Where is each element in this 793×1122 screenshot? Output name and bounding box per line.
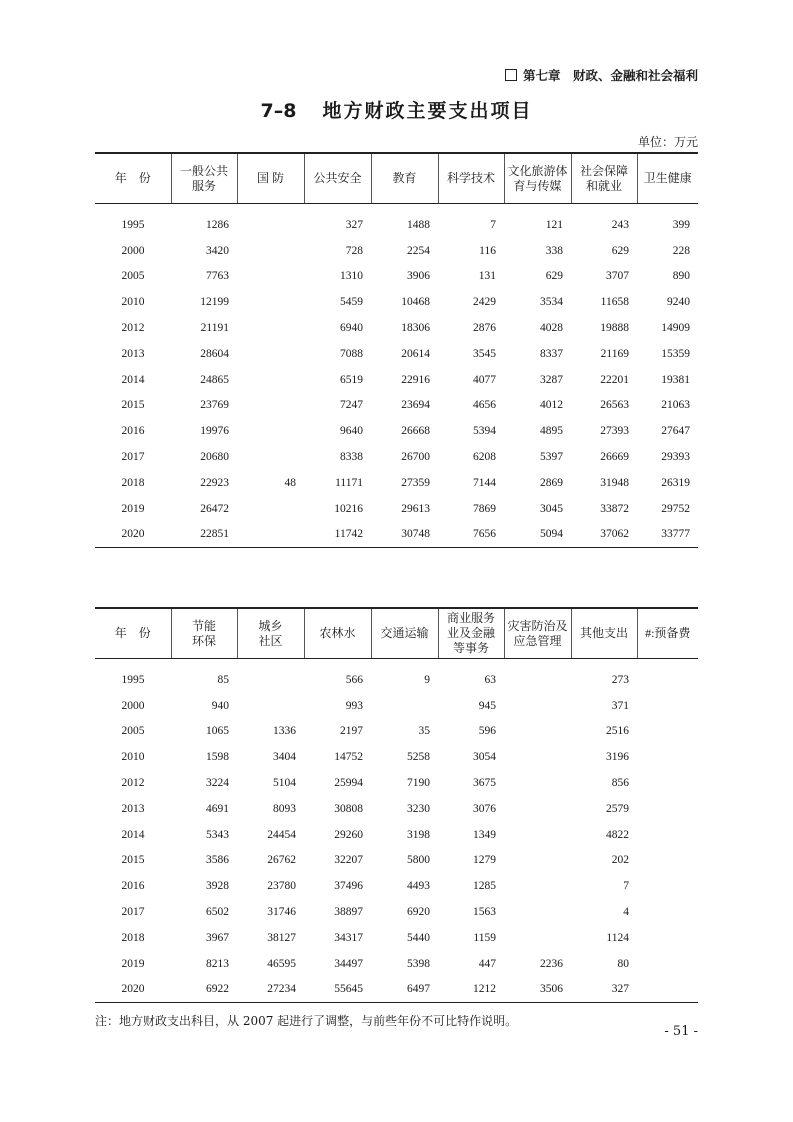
column-header: 科学技术 <box>438 153 504 204</box>
expenditure-table-2 <box>95 607 698 1003</box>
value-cell: 1285 <box>473 880 496 893</box>
value-cell <box>504 848 571 874</box>
column-header: 教育 <box>371 153 438 204</box>
value-cell: 55645 <box>304 977 371 1003</box>
value-cell: 327 <box>571 977 637 1003</box>
value-cell: 2869 <box>540 476 563 489</box>
value-cell: 1310 <box>340 270 363 283</box>
value-cell <box>237 418 304 444</box>
value-cell: 3230 <box>407 802 430 815</box>
column-header: 商业服务 业及金融 等事务 <box>438 608 504 659</box>
value-cell: 27393 <box>600 425 629 438</box>
column-header: 国 防 <box>237 153 304 204</box>
table-row <box>95 977 698 1003</box>
value-cell: 8093 <box>273 802 296 815</box>
value-cell: 2236 <box>540 957 563 970</box>
value-cell: 10468 <box>401 296 430 309</box>
value-cell: 4691 <box>206 802 229 815</box>
value-cell: 34317 <box>334 931 363 944</box>
value-cell <box>237 659 304 693</box>
year-cell: 2015 <box>121 399 145 412</box>
table-title: 地方财政主要支出项目 <box>322 100 533 122</box>
value-cell <box>637 796 698 822</box>
year-cell: 2019 <box>121 502 145 515</box>
page-number: - 51 - <box>664 1024 698 1039</box>
table-row <box>95 264 698 290</box>
value-cell: 6519 <box>340 373 363 386</box>
value-cell: 19888 <box>600 322 629 335</box>
value-cell: 3054 <box>473 751 496 764</box>
value-cell <box>237 693 304 719</box>
value-cell <box>637 951 698 977</box>
column-header: 灾害防治及 应急管理 <box>504 608 571 659</box>
value-cell: 24454 <box>267 828 296 841</box>
table-row <box>95 848 698 874</box>
value-cell: 7656 <box>438 522 504 548</box>
table-row <box>95 444 698 470</box>
value-cell: 1124 <box>606 931 629 944</box>
table-row <box>95 951 698 977</box>
value-cell <box>237 522 304 548</box>
value-cell: 327 <box>345 218 363 231</box>
footnote: 注：地方财政支出科目，从 2007 起进行了调整，与前些年份不可比特作说明。 <box>95 1014 518 1028</box>
value-cell: 29752 <box>661 502 690 515</box>
value-cell: 945 <box>478 699 496 712</box>
value-cell: 7088 <box>340 347 363 360</box>
value-cell: 11742 <box>304 522 371 548</box>
value-cell: 5104 <box>273 777 296 790</box>
value-cell: 3076 <box>473 802 496 815</box>
year-cell: 2014 <box>121 828 145 841</box>
value-cell: 14752 <box>334 751 363 764</box>
value-cell: 23780 <box>267 880 296 893</box>
table-row <box>95 796 698 822</box>
value-cell: 4077 <box>473 373 496 386</box>
value-cell <box>637 873 698 899</box>
value-cell: 11658 <box>600 296 629 309</box>
value-cell: 3224 <box>206 777 229 790</box>
value-cell: 29613 <box>401 502 430 515</box>
value-cell: 1279 <box>473 854 496 867</box>
value-cell: 31948 <box>600 476 629 489</box>
value-cell: 33777 <box>637 522 698 548</box>
value-cell: 85 <box>217 673 229 686</box>
value-cell: 31746 <box>267 906 296 919</box>
value-cell: 9 <box>424 673 430 686</box>
value-cell: 4028 <box>540 322 563 335</box>
value-cell <box>637 693 698 719</box>
value-cell <box>371 693 438 719</box>
value-cell: 5397 <box>540 451 563 464</box>
value-cell: 5398 <box>407 957 430 970</box>
value-cell: 399 <box>672 218 690 231</box>
value-cell: 131 <box>478 270 496 283</box>
year-cell: 2020 <box>95 522 171 548</box>
table-row <box>95 899 698 925</box>
value-cell: 3404 <box>273 751 296 764</box>
expenditure-table-1 <box>95 152 698 548</box>
value-cell: 1349 <box>473 828 496 841</box>
year-cell: 1995 <box>121 218 145 231</box>
value-cell: 2579 <box>606 802 629 815</box>
table-row <box>95 770 698 796</box>
value-cell <box>504 822 571 848</box>
value-cell <box>237 393 304 419</box>
table-row <box>95 925 698 951</box>
value-cell: 4493 <box>407 880 430 893</box>
year-cell: 2005 <box>121 725 145 738</box>
value-cell: 6922 <box>171 977 237 1003</box>
value-cell: 11171 <box>335 476 363 489</box>
value-cell: 19976 <box>200 425 229 438</box>
value-cell <box>504 873 571 899</box>
year-cell: 2013 <box>121 347 145 360</box>
value-cell: 1286 <box>206 218 229 231</box>
chapter-header <box>505 66 698 84</box>
value-cell: 7190 <box>407 777 430 790</box>
value-cell <box>504 925 571 951</box>
value-cell: 5800 <box>407 854 430 867</box>
column-header: 社会保障 和就业 <box>571 153 637 204</box>
value-cell: 121 <box>545 218 563 231</box>
value-cell: 15359 <box>661 347 690 360</box>
value-cell: 5440 <box>407 931 430 944</box>
value-cell <box>237 341 304 367</box>
value-cell <box>637 770 698 796</box>
value-cell: 7869 <box>473 502 496 515</box>
value-cell: 8213 <box>206 957 229 970</box>
value-cell: 48 <box>284 476 296 489</box>
value-cell: 19381 <box>661 373 690 386</box>
column-header: 农林水 <box>304 608 371 659</box>
value-cell: 596 <box>478 725 496 738</box>
value-cell: 22851 <box>171 522 237 548</box>
table-row <box>95 693 698 719</box>
value-cell: 273 <box>611 673 629 686</box>
value-cell: 21063 <box>661 399 690 412</box>
value-cell: 202 <box>611 854 629 867</box>
value-cell: 7 <box>623 880 629 893</box>
value-cell: 3420 <box>206 244 229 257</box>
value-cell: 22916 <box>401 373 430 386</box>
value-cell: 3675 <box>473 777 496 790</box>
year-cell: 2017 <box>121 451 145 464</box>
value-cell: 3545 <box>473 347 496 360</box>
year-cell: 2017 <box>121 906 145 919</box>
value-cell: 46595 <box>267 957 296 970</box>
value-cell: 629 <box>545 270 563 283</box>
value-cell: 10216 <box>334 502 363 515</box>
value-cell: 3534 <box>540 296 563 309</box>
value-cell: 34497 <box>334 957 363 970</box>
value-cell: 63 <box>484 673 496 686</box>
value-cell: 7247 <box>340 399 363 412</box>
column-header: 公共安全 <box>304 153 371 204</box>
table-row <box>95 496 698 522</box>
value-cell: 1336 <box>273 725 296 738</box>
year-cell: 1995 <box>121 673 145 686</box>
table-row <box>95 822 698 848</box>
table-row <box>95 659 698 693</box>
value-cell: 26669 <box>600 451 629 464</box>
column-header: 一般公共 服务 <box>171 153 237 204</box>
value-cell: 5343 <box>206 828 229 841</box>
value-cell: 28604 <box>200 347 229 360</box>
year-cell: 2020 <box>95 977 171 1003</box>
value-cell: 629 <box>611 244 629 257</box>
value-cell: 1598 <box>206 751 229 764</box>
value-cell: 26563 <box>600 399 629 412</box>
value-cell: 26472 <box>200 502 229 515</box>
value-cell: 4822 <box>606 828 629 841</box>
value-cell <box>637 719 698 745</box>
page-title <box>0 96 793 123</box>
value-cell: 3196 <box>606 751 629 764</box>
value-cell <box>637 744 698 770</box>
value-cell <box>504 796 571 822</box>
value-cell: 371 <box>611 699 629 712</box>
value-cell: 22923 <box>200 476 229 489</box>
value-cell <box>237 496 304 522</box>
value-cell: 26319 <box>661 476 690 489</box>
value-cell: 243 <box>611 218 629 231</box>
year-cell: 2016 <box>121 880 145 893</box>
year-cell: 2012 <box>121 777 145 790</box>
unit-label: 单位：万元 <box>637 135 698 149</box>
value-cell <box>637 977 698 1003</box>
value-cell <box>504 744 571 770</box>
value-cell: 26668 <box>401 425 430 438</box>
value-cell: 5094 <box>504 522 571 548</box>
column-header-year: 年 份 <box>95 608 171 659</box>
table-row <box>95 393 698 419</box>
value-cell: 116 <box>479 244 496 257</box>
table-row <box>95 315 698 341</box>
value-cell: 940 <box>211 699 229 712</box>
value-cell <box>637 848 698 874</box>
value-cell: 7763 <box>206 270 229 283</box>
value-cell: 5258 <box>407 751 430 764</box>
year-cell: 2018 <box>121 476 145 489</box>
value-cell: 728 <box>345 244 363 257</box>
value-cell: 3928 <box>206 880 229 893</box>
value-cell: 5394 <box>473 425 496 438</box>
value-cell: 1159 <box>473 931 496 944</box>
value-cell: 27647 <box>661 425 690 438</box>
year-cell: 2000 <box>121 244 145 257</box>
value-cell: 37062 <box>571 522 637 548</box>
year-cell: 2010 <box>121 296 145 309</box>
value-cell: 38897 <box>334 906 363 919</box>
value-cell: 856 <box>611 777 629 790</box>
value-cell <box>237 444 304 470</box>
value-cell <box>637 659 698 693</box>
value-cell: 26700 <box>401 451 430 464</box>
value-cell: 27234 <box>237 977 304 1003</box>
table-row <box>95 522 698 548</box>
value-cell: 1488 <box>407 218 430 231</box>
value-cell: 4012 <box>540 399 563 412</box>
value-cell: 21169 <box>600 347 629 360</box>
value-cell <box>504 693 571 719</box>
value-cell: 338 <box>545 244 563 257</box>
value-cell <box>637 925 698 951</box>
value-cell: 32207 <box>334 854 363 867</box>
value-cell: 1212 <box>438 977 504 1003</box>
value-cell: 3198 <box>407 828 430 841</box>
value-cell: 2876 <box>473 322 496 335</box>
value-cell <box>504 899 571 925</box>
table-row <box>95 341 698 367</box>
value-cell: 2429 <box>473 296 496 309</box>
value-cell: 24865 <box>200 373 229 386</box>
year-cell: 2019 <box>121 957 145 970</box>
value-cell: 3045 <box>540 502 563 515</box>
value-cell: 20680 <box>200 451 229 464</box>
value-cell: 12199 <box>200 296 229 309</box>
value-cell: 4656 <box>473 399 496 412</box>
value-cell: 2197 <box>340 725 363 738</box>
value-cell: 37496 <box>334 880 363 893</box>
column-header: 其他支出 <box>571 608 637 659</box>
value-cell: 20614 <box>401 347 430 360</box>
column-header: 城乡 社区 <box>237 608 304 659</box>
year-cell: 2013 <box>121 802 145 815</box>
year-cell: 2014 <box>121 373 145 386</box>
value-cell <box>237 238 304 264</box>
value-cell: 9240 <box>667 296 690 309</box>
value-cell: 8337 <box>540 347 563 360</box>
value-cell: 3287 <box>540 373 563 386</box>
value-cell: 8338 <box>340 451 363 464</box>
value-cell <box>504 659 571 693</box>
value-cell: 26762 <box>267 854 296 867</box>
value-cell: 4 <box>623 906 629 919</box>
year-cell: 2010 <box>121 751 145 764</box>
value-cell: 30808 <box>334 802 363 815</box>
value-cell <box>237 367 304 393</box>
year-cell: 2016 <box>121 425 145 438</box>
year-cell: 2012 <box>121 322 145 335</box>
value-cell: 6502 <box>206 906 229 919</box>
value-cell: 30748 <box>371 522 438 548</box>
value-cell: 23769 <box>200 399 229 412</box>
value-cell: 29393 <box>661 451 690 464</box>
value-cell: 6940 <box>340 322 363 335</box>
year-cell: 2015 <box>121 854 145 867</box>
column-header: 文化旅游体 育与传媒 <box>504 153 571 204</box>
table-row <box>95 418 698 444</box>
value-cell <box>504 770 571 796</box>
table-row <box>95 719 698 745</box>
year-cell: 2000 <box>121 699 145 712</box>
value-cell: 25994 <box>334 777 363 790</box>
value-cell: 22201 <box>600 373 629 386</box>
table-row <box>95 204 698 238</box>
year-cell: 2005 <box>121 270 145 283</box>
value-cell <box>237 315 304 341</box>
value-cell: 4895 <box>540 425 563 438</box>
value-cell: 18306 <box>401 322 430 335</box>
column-header: 节能 环保 <box>171 608 237 659</box>
value-cell: 3506 <box>504 977 571 1003</box>
value-cell: 6497 <box>371 977 438 1003</box>
value-cell: 3906 <box>407 270 430 283</box>
value-cell: 80 <box>617 957 629 970</box>
value-cell <box>637 822 698 848</box>
value-cell: 35 <box>418 725 430 738</box>
table-row <box>95 289 698 315</box>
value-cell: 21191 <box>200 322 229 335</box>
square-icon <box>505 69 517 81</box>
table-row <box>95 470 698 496</box>
value-cell: 2254 <box>407 244 430 257</box>
year-cell: 2018 <box>121 931 145 944</box>
value-cell <box>637 899 698 925</box>
value-cell: 993 <box>345 699 363 712</box>
value-cell: 228 <box>672 244 690 257</box>
value-cell <box>237 289 304 315</box>
chapter-title: 第七章 财政、金融和社会福利 <box>522 68 698 83</box>
value-cell: 23694 <box>401 399 430 412</box>
value-cell: 29260 <box>334 828 363 841</box>
value-cell: 33872 <box>600 502 629 515</box>
value-cell: 6208 <box>473 451 496 464</box>
table-row <box>95 238 698 264</box>
value-cell: 7144 <box>473 476 496 489</box>
table-row <box>95 744 698 770</box>
value-cell: 9640 <box>340 425 363 438</box>
value-cell: 890 <box>672 270 690 283</box>
value-cell: 3586 <box>206 854 229 867</box>
column-header-year: 年 份 <box>95 153 171 204</box>
value-cell: 27359 <box>401 476 430 489</box>
value-cell: 566 <box>345 673 363 686</box>
value-cell: 14909 <box>661 322 690 335</box>
value-cell: 1563 <box>473 906 496 919</box>
column-header: 卫生健康 <box>637 153 698 204</box>
value-cell <box>237 264 304 290</box>
value-cell: 3967 <box>206 931 229 944</box>
value-cell: 38127 <box>267 931 296 944</box>
value-cell: 7 <box>490 218 496 231</box>
table-number: 7–8 <box>260 100 297 122</box>
value-cell: 3707 <box>606 270 629 283</box>
value-cell <box>237 204 304 238</box>
value-cell <box>504 719 571 745</box>
table-row <box>95 367 698 393</box>
value-cell: 6920 <box>407 906 430 919</box>
column-header: 交通运输 <box>371 608 438 659</box>
table-row <box>95 873 698 899</box>
value-cell: 2516 <box>606 725 629 738</box>
value-cell: 447 <box>478 957 496 970</box>
value-cell: 1065 <box>206 725 229 738</box>
value-cell: 5459 <box>340 296 363 309</box>
column-header: #:预备费 <box>637 608 698 659</box>
